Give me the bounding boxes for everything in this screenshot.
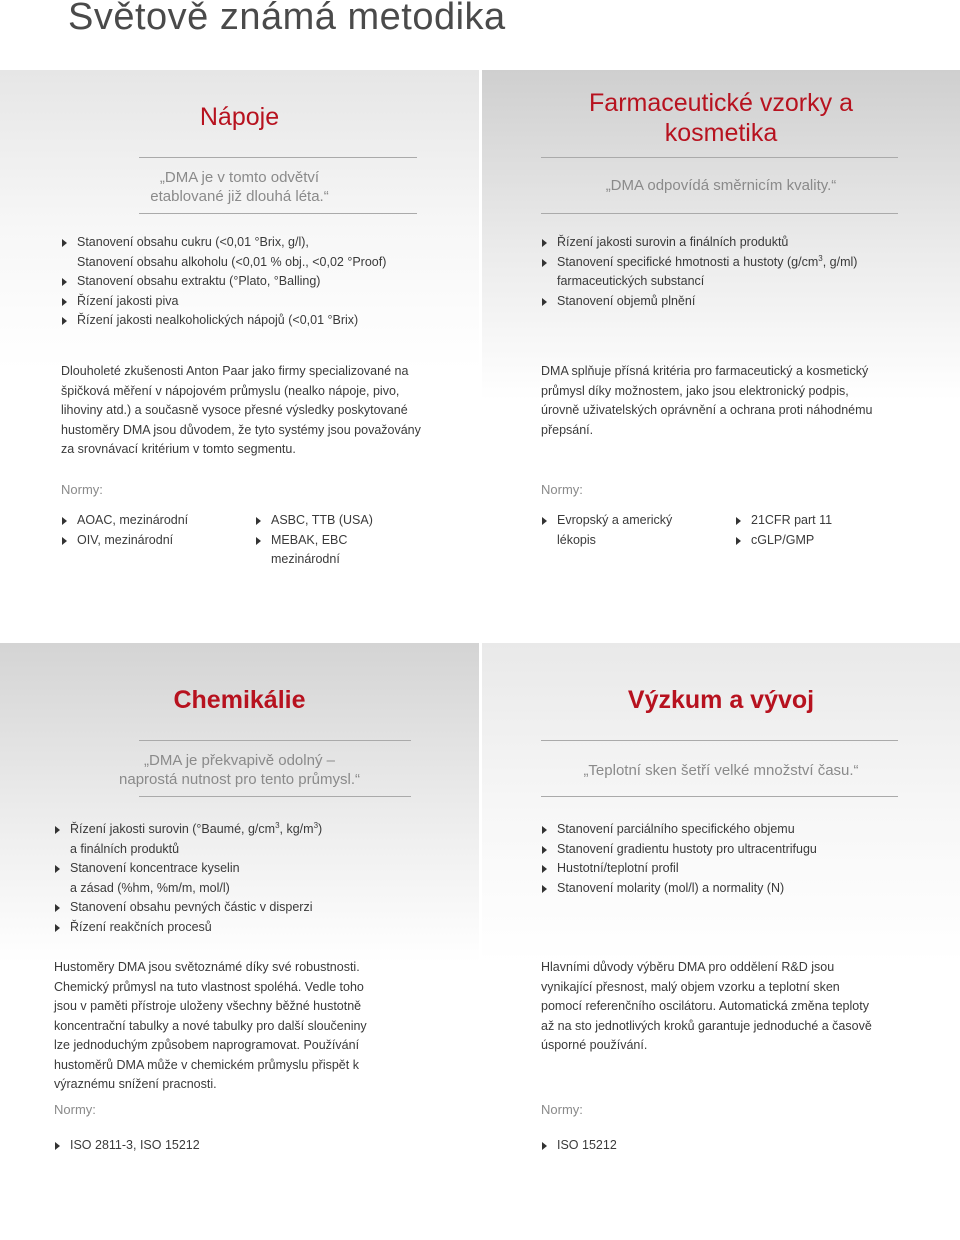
list-item: Stanovení specifické hmotnosti a hustoty ($g/cm^3$, g/ml) farmaceutických substancí [541, 253, 951, 292]
list-item: Stanovení parciálního specifického objemu [541, 820, 951, 840]
list-item: Evropský a americký lékopis [541, 511, 721, 550]
divider [541, 740, 898, 741]
norms-label: Normy: [61, 482, 103, 497]
page-title: Světově známá metodika [68, 0, 506, 38]
list-item: Stanovení objemů plnění [541, 292, 951, 312]
norms-list [61, 511, 241, 550]
panel-beverages [0, 70, 479, 640]
section-heading: Výzkum a vývoj [627, 686, 815, 714]
list-item: Stanovení obsahu extraktu (°Plato, °Balling) [61, 272, 471, 292]
norms-list [735, 511, 915, 550]
list-item: Stanovení koncentrace kyselin a zásad (%hm, %m/m, mol/l) [54, 859, 469, 898]
list-item: AOAC, mezinárodní [61, 511, 241, 531]
section-paragraph: Hlavními důvody výběru DMA pro oddělení R&D jsou vynikající přesnost, malý objem vzorku a teplotní sken pomocí referenčního oscilátoru. Automatická změna teploty až na sto jednotlivých kroků garantuje jednoduché a časově úsporné používání. [541, 960, 872, 1052]
list-item: ISO 15212 [541, 1136, 841, 1156]
list-item: Řízení jakosti piva [61, 292, 471, 312]
norms-list [54, 1136, 354, 1156]
section-paragraph: Hustoměry DMA jsou světoznámé díky své robustnosti. Chemický průmysl na tuto vlastnost spoléhá. Vedle toho jsou v paměti přístroje uloženy všechny běžné hustotně koncentrační tabulky a nové tabulky pro další sloučeniny lze jednoduchým způsobem naprogramovat. Používání hustoměrů DMA může v chemickém průmyslu přispět k výraznému snížení pracnosti. [54, 960, 367, 1091]
divider [541, 157, 898, 158]
list-item: MEBAK, EBC mezinárodní [255, 531, 435, 570]
section-quote: „DMA je v tomto odvětví etablované již dlouhá léta.“ [150, 169, 329, 205]
divider [139, 213, 417, 214]
list-item: ISO 2811-3, ISO 15212 [54, 1136, 354, 1156]
divider [139, 157, 417, 158]
norms-label: Normy: [541, 1102, 583, 1117]
bullet-list [541, 820, 951, 898]
list-item: Stanovení gradientu hustoty pro ultracentrifugu [541, 840, 951, 860]
section-paragraph: Dlouholeté zkušenosti Anton Paar jako firmy specializované na špičková měření v nápojovém průmyslu (nealko nápoje, pivo, lihoviny atd.) a současně vysoce přesné výsledky poskytované hustoměry DMA jsou důvodem, že tyto systémy jsou považovány za srovnávací kritérium v tomto segmentu. [61, 364, 421, 456]
bullet-list [54, 820, 469, 937]
list-item: Stanovení molarity (mol/l) a normality (N) [541, 879, 951, 899]
list-item: Řízení jakosti nealkoholických nápojů (<0,01 °Brix) [61, 311, 471, 331]
divider [139, 796, 411, 797]
list-item: Řízení jakosti surovin a finálních produktů [541, 233, 951, 253]
norms-list [541, 511, 721, 550]
list-item: OIV, mezinárodní [61, 531, 241, 551]
panel-chemicals [0, 643, 479, 1240]
section-heading: Farmaceutické vzorky a kosmetika [589, 89, 853, 147]
section-quote: „DMA odpovídá směrnicím kvality.“ [605, 177, 837, 194]
norms-list [541, 1136, 841, 1156]
list-item: 21CFR part 11 [735, 511, 915, 531]
bullet-list [541, 233, 951, 311]
list-item: Hustotní/teplotní profil [541, 859, 951, 879]
list-item: Řízení jakosti surovin (°Baumé, $g/cm^3$, $kg/m^3$) a finálních produktů [54, 820, 469, 859]
section-heading: Nápoje [199, 103, 280, 131]
section-quote: „Teplotní sken šetří velké množství času.“ [583, 762, 859, 779]
panel-research-development [482, 643, 960, 1240]
section-heading: Chemikálie [173, 686, 306, 714]
section-quote: „DMA je překvapivě odolný – naprostá nutnost pro tento průmysl.“ [119, 752, 360, 788]
list-item: cGLP/GMP [735, 531, 915, 551]
section-paragraph: DMA splňuje přísná kritéria pro farmaceutický a kosmetický průmysl díky možnostem, jako jsou elektronický podpis, úrovně uživatelských oprávnění a ochrana proti náhodnému přepsání. [541, 364, 873, 437]
divider [139, 740, 411, 741]
panel-pharma-cosmetics [482, 70, 960, 640]
norms-list [255, 511, 435, 570]
norms-label: Normy: [54, 1102, 96, 1117]
list-item: Řízení reakčních procesů [54, 918, 469, 938]
list-item: ASBC, TTB (USA) [255, 511, 435, 531]
norms-label: Normy: [541, 482, 583, 497]
divider [541, 796, 898, 797]
list-item: Stanovení obsahu cukru (<0,01 °Brix, g/l), Stanovení obsahu alkoholu (<0,01 % obj., <0,02 °Proof) [61, 233, 471, 272]
list-item: Stanovení obsahu pevných částic v disperzi [54, 898, 469, 918]
bullet-list [61, 233, 471, 331]
divider [541, 213, 898, 214]
